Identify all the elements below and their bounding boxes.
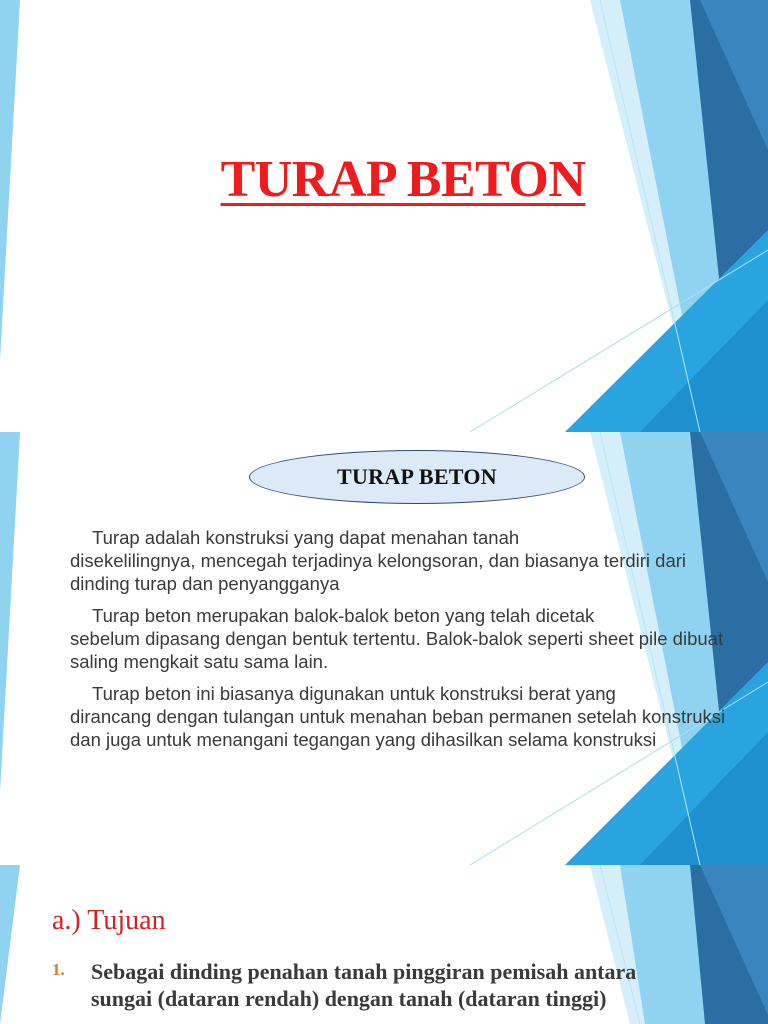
paragraph-3-line1: Turap beton ini biasanya digunakan untuk konstruksi berat yang bbox=[92, 683, 616, 704]
paragraph-2-rest: sebelum dipasang dengan bentuk tertentu. Balok-balok seperti sheet pile dibuat saling mengkait satu sama lain. bbox=[70, 628, 724, 672]
title-badge bbox=[249, 450, 585, 504]
slide-title-text: TURAP BETON bbox=[220, 151, 586, 208]
slide-decoration bbox=[0, 0, 768, 432]
paragraph-1 bbox=[70, 526, 730, 595]
section-heading: a.) Tujuan bbox=[52, 905, 166, 936]
paragraph-2 bbox=[70, 604, 730, 673]
slide-title bbox=[0, 0, 768, 432]
paragraph-3-rest: dirancang dengan tulangan untuk menahan beban permanen setelah konstruksi dan juga untuk menangani tegangan yang dihasilkan selama konstruksi bbox=[70, 706, 726, 750]
list-item-text: Sebagai dinding penahan tanah pinggiran pemisah antara sungai (dataran rendah) dengan tanah (dataran tinggi) bbox=[91, 959, 637, 1011]
slide-tujuan bbox=[0, 865, 768, 1024]
paragraph-3 bbox=[70, 682, 730, 751]
paragraph-2-line1: Turap beton merupakan balok-balok beton yang telah dicetak bbox=[92, 605, 595, 626]
slide-definition bbox=[0, 432, 768, 865]
title-badge-text: TURAP BETON bbox=[337, 464, 497, 489]
paragraph-1-line1: Turap adalah konstruksi yang dapat menahan tanah bbox=[92, 527, 520, 548]
list-item-number: 1. bbox=[52, 960, 65, 979]
paragraph-1-rest: disekelilingnya, mencegah terjadinya kelongsoran, dan biasanya terdiri dari dinding turap dan penyangganya bbox=[70, 550, 687, 594]
